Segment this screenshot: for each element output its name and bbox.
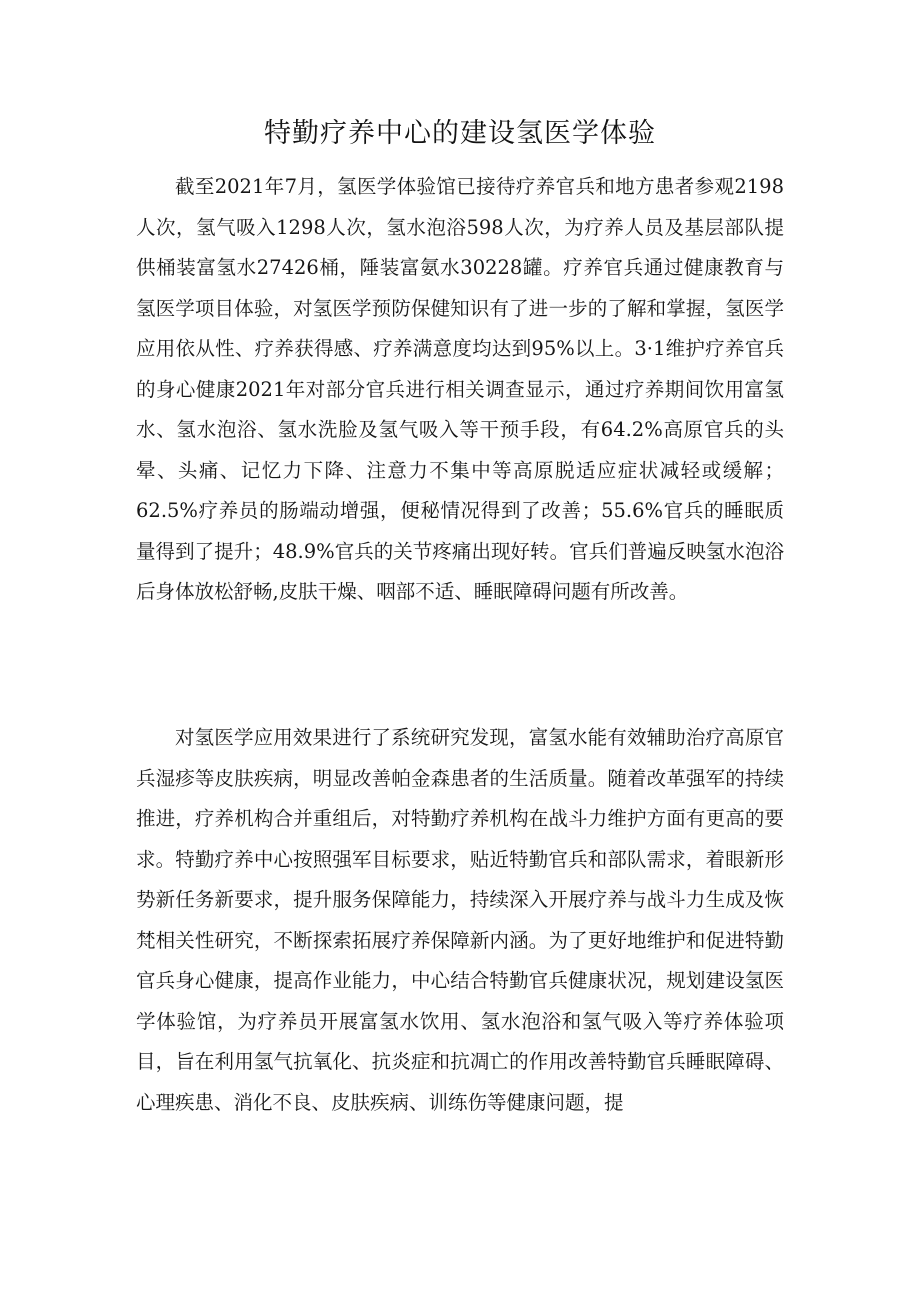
document-title: 特勤疗养中心的建设氢医学体验 xyxy=(264,118,656,149)
paragraph-2: 对氢医学应用效果进行了系统研究发现，富氢水能有效辅助治疗高原官兵湿疹等皮肤疾病，明显改善帕金森患者的生活质量。随着改革强军的持续推进，疗养机构合并重组后，对特勤疗养机构在战斗力维护方面有更高的要求。特勤疗养中心按照强军目标要求，贴近特勤官兵和部队需求，着眼新形势新任务新要求，提升服务保障能力，持续深入开展疗养与战斗力生成及恢梵相关性研究，不断探索拓展疗养保障新内涵。为了更好地维护和促进特勤官兵身心健康，提高作业能力，中心结合特勤官兵健康状况，规划建设氢医学体验馆，为疗养员开展富氢水饮用、氢水泡浴和氢气吸入等疗养体验项目，旨在利用氢气抗氧化、抗炎症和抗凋亡的作用改善特勤官兵睡眠障碍、心理疾患、消化不良、皮肤疾病、训练伤等健康问题，提 xyxy=(136,726,784,1114)
paragraph-1: 截至2021年7月，氢医学体验馆已接待疗养官兵和地方患者参观2198人次，氢气吸入1298人次，氢水泡浴598人次，为疗养人员及基层部队提供桶装富氢水27426桶，陲装富氨水30228罐。疗养官兵通过健康教育与氢医学项目体验，对氢医学预防保健知识有了进一步的了解和掌握，氢医学应用依从性、疗养获得感、疗养满意度均达到95%以上。3·1维护疗养官兵的身心健康2021年对部分官兵进行相关调查显示，通过疗养期间饮用富氢水、氢水泡浴、氢水洗脸及氢气吸入等干预手段，有64.2%高原官兵的头晕、头痛、记忆力下降、注意力不集中等高原脱适应症状减轻或缓解；62.5%疗养员的肠端动增强，便秘情况得到了改善；55.6%官兵的睡眠质量得到了提升；48.9%官兵的关节疼痛出现好转。官兵们普遍反映氢水泡浴后身体放松舒畅,皮肤干燥、咽部不适、睡眠障碍问题有所改善。 xyxy=(136,175,784,603)
